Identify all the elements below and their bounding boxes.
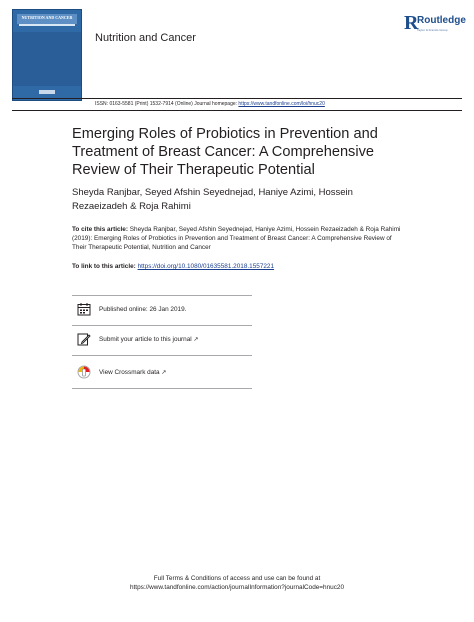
- article-title: Emerging Roles of Probiotics in Prevention and Treatment of Breast Cancer: A Comprehensive Review of Their Therapeutic Potential: [72, 126, 378, 178]
- journal-name: Nutrition and Cancer: [95, 32, 196, 44]
- header-rule: [12, 98, 462, 99]
- cover-band: [13, 32, 81, 86]
- citation-block: [72, 226, 402, 252]
- issn-rule: [12, 110, 462, 111]
- crossmark-link[interactable]: View Crossmark data ↗: [99, 369, 167, 376]
- published-date: Published online: 26 Jan 2019.: [99, 306, 187, 313]
- external-link-icon: ↗: [161, 370, 167, 376]
- published-online-item: [77, 302, 377, 324]
- cover-subtitle-bar: [19, 24, 75, 26]
- terms-footer: [0, 575, 474, 592]
- journal-homepage-link[interactable]: https://www.tandfonline.com/loi/hnuc20: [238, 101, 325, 107]
- publisher-logo: [404, 13, 464, 39]
- terms-line: Full Terms & Conditions of access and use can be found at: [153, 575, 321, 582]
- citation-text: Sheyda Ranjbar, Seyed Afshin Seyednejad, Haniye Azimi, Hossein Rezaeizadeh & Roja Rahimi (2019): Emerging Roles of Probiotics in Prevention and Treatment of Breast Cancer: A Comprehensive Review of Their Therapeutic Potential, Nutrition and Cancer: [72, 226, 401, 251]
- publisher-tagline: Taylor & Francis Group: [417, 28, 448, 32]
- external-link-icon: ↗: [193, 337, 199, 343]
- action-divider: [72, 355, 252, 356]
- cover-publisher-mark: [39, 90, 55, 94]
- submit-article-item[interactable]: [77, 332, 377, 354]
- issn-line: [95, 101, 325, 107]
- submit-article-link[interactable]: Submit your article to this journal ↗: [99, 336, 199, 343]
- action-divider: [72, 295, 252, 296]
- calendar-icon: [77, 302, 91, 316]
- routledge-r-icon: R: [404, 12, 419, 34]
- edit-icon: [77, 332, 91, 346]
- terms-url[interactable]: https://www.tandfonline.com/action/journalInformation?journalCode=hnuc20: [129, 583, 345, 591]
- action-divider: [72, 325, 252, 326]
- action-divider: [72, 388, 252, 389]
- article-authors: Sheyda Ranjbar, Seyed Afshin Seyednejad, Haniye Azimi, Hossein Rezaeizadeh & Roja Rahimi: [72, 187, 353, 212]
- cover-title: NUTRITION AND CANCER: [21, 15, 73, 20]
- journal-cover-image: [12, 9, 82, 101]
- crossmark-icon: [77, 365, 91, 379]
- citation-label: To cite this article:: [72, 226, 128, 233]
- article-link-line: [72, 263, 402, 272]
- publisher-logo-word: Routledge: [417, 15, 466, 26]
- crossmark-item[interactable]: [77, 365, 377, 387]
- article-link-label: To link to this article:: [72, 263, 138, 270]
- issn-text: ISSN: 0163-5581 (Print) 1532-7914 (Online) Journal homepage:: [95, 101, 239, 107]
- doi-link[interactable]: https://doi.org/10.1080/01635581.2018.1557221: [137, 263, 275, 270]
